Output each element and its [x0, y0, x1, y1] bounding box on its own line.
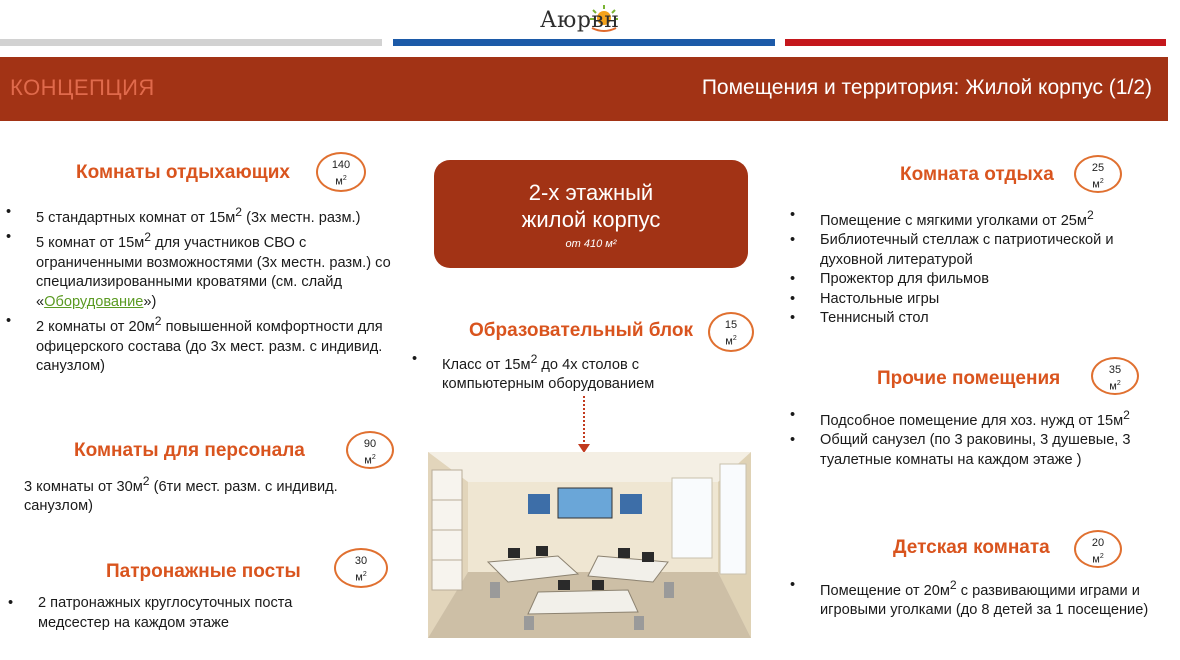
bullet: • — [790, 310, 796, 327]
list-item: • 2 патронажных круглосуточных поста медсестер на каждом этаже — [8, 595, 293, 631]
bullet: • — [6, 204, 12, 220]
badge-unit-sup: 2 — [1116, 380, 1121, 387]
building-summary-box — [434, 160, 748, 268]
nurse-title: Патронажные посты — [106, 561, 301, 582]
logo-text: Аюрвн — [540, 8, 620, 33]
kids-list — [790, 576, 1150, 621]
rooms-list — [6, 203, 392, 377]
list-item: • Подсобное помещение для хоз. нужд от $15м^2$ — [790, 407, 1130, 429]
badge-unit-sup: 2 — [732, 335, 737, 342]
classroom-photo — [428, 452, 751, 638]
list-item: • Класс от $15м^2$ до 4х столов с компьютерным оборудованием — [412, 351, 655, 393]
badge-unit-sup: 2 — [371, 454, 376, 461]
bullet: • — [790, 432, 796, 449]
badge-unit: м — [1109, 380, 1117, 393]
list-item: • 5 стандартных комнат от $15м^2$ (3х местн. разм.) — [6, 204, 361, 226]
list-item: • Теннисный стол — [790, 309, 1176, 329]
badge-unit: м — [1092, 553, 1100, 566]
badge-value: 90 — [363, 438, 377, 450]
list-item: 3 комнаты от $30м^2$ (6ти мест. разм. с индивид. санузлом) — [24, 474, 338, 515]
staff-list — [0, 472, 394, 517]
bullet: • — [6, 229, 12, 246]
bullet: • — [412, 351, 418, 367]
badge-value: 140 — [331, 159, 351, 171]
equipment-link[interactable]: Оборудование — [44, 293, 144, 310]
slide-title: Помещения и территория: Жилой корпус (1/2) — [701, 76, 1152, 99]
badge-unit: м — [364, 454, 372, 467]
bullet: • — [6, 313, 12, 330]
box-line3: от 410 м² — [565, 238, 617, 250]
bullet: • — [790, 207, 796, 223]
edu-area-badge — [708, 312, 754, 352]
list-item: • Прожектор для фильмов — [790, 270, 1176, 290]
rooms-title: Комнаты отдыхающих — [76, 162, 290, 183]
box-line2: жилой корпус — [521, 207, 661, 232]
bullet: • — [790, 232, 796, 249]
edu-title: Образовательный блок — [469, 320, 693, 341]
badge-unit-sup: 2 — [1099, 178, 1104, 185]
box-line1: 2-х этажный — [528, 180, 654, 205]
staff-title: Комнаты для персонала — [74, 440, 305, 461]
badge-value: 25 — [1091, 162, 1105, 174]
badge-unit: м — [335, 175, 343, 188]
rest-list — [790, 206, 1176, 329]
bullet: • — [8, 595, 14, 611]
badge-value: 30 — [354, 555, 368, 567]
list-item: • Настольные игры — [790, 290, 1176, 310]
divider-gray — [0, 39, 382, 46]
kids-area-badge — [1074, 530, 1122, 568]
bullet: • — [790, 407, 796, 423]
bullet: • — [790, 271, 796, 288]
divider-red — [785, 39, 1166, 46]
badge-value: 20 — [1091, 537, 1105, 549]
rest-area-badge — [1074, 155, 1122, 193]
divider-blue — [393, 39, 775, 46]
bullet: • — [790, 577, 796, 593]
list-item: • Общий санузел (по 3 раковины, 3 душевые, 3 туалетные комнаты на каждом этаже ) — [790, 432, 1131, 468]
rooms-area-badge — [316, 152, 366, 192]
nurse-list — [8, 594, 368, 633]
badge-value: 15 — [724, 319, 738, 331]
header-band — [0, 57, 1168, 121]
bullet: • — [790, 290, 796, 307]
kids-title: Детская комната — [893, 537, 1050, 558]
badge-unit-sup: 2 — [1099, 553, 1104, 560]
other-list — [790, 406, 1145, 470]
list-item: • Помещение с мягкими уголками от $25м^2$ — [790, 207, 1094, 229]
nurse-area-badge — [334, 548, 388, 588]
other-title: Прочие помещения — [877, 368, 1061, 389]
section-label: КОНЦЕПЦИЯ — [10, 75, 155, 100]
badge-unit-sup: 2 — [362, 571, 367, 578]
logo — [530, 2, 660, 38]
staff-area-badge — [346, 431, 394, 469]
badge-unit: м — [355, 571, 363, 584]
badge-value: 35 — [1108, 364, 1122, 376]
other-area-badge — [1091, 357, 1139, 395]
rest-title: Комната отдыха — [900, 164, 1054, 185]
arrow-line — [583, 396, 585, 446]
badge-unit-sup: 2 — [342, 175, 347, 182]
list-item: • 5 комнат от $15м^2$ для участников СВО с ограниченными возможностями (3х местн. разм.) со специализированными кроватями (см. слайд «Оборудование») — [6, 229, 391, 310]
badge-unit: м — [1092, 178, 1100, 191]
list-item: • 2 комнаты от $20м^2$ повышенной комфортности для офицерского состава (до 3х мест. разм. с индивид. санузлом) — [6, 313, 383, 375]
list-item: • Помещение от $20м^2$ с развивающими играми и игровыми уголками (до 8 детей за 1 посещение) — [790, 577, 1149, 619]
edu-list — [412, 350, 742, 395]
badge-unit: м — [725, 335, 733, 348]
list-item: • Библиотечный стеллаж с патриотической и духовной литературой — [790, 232, 1114, 268]
